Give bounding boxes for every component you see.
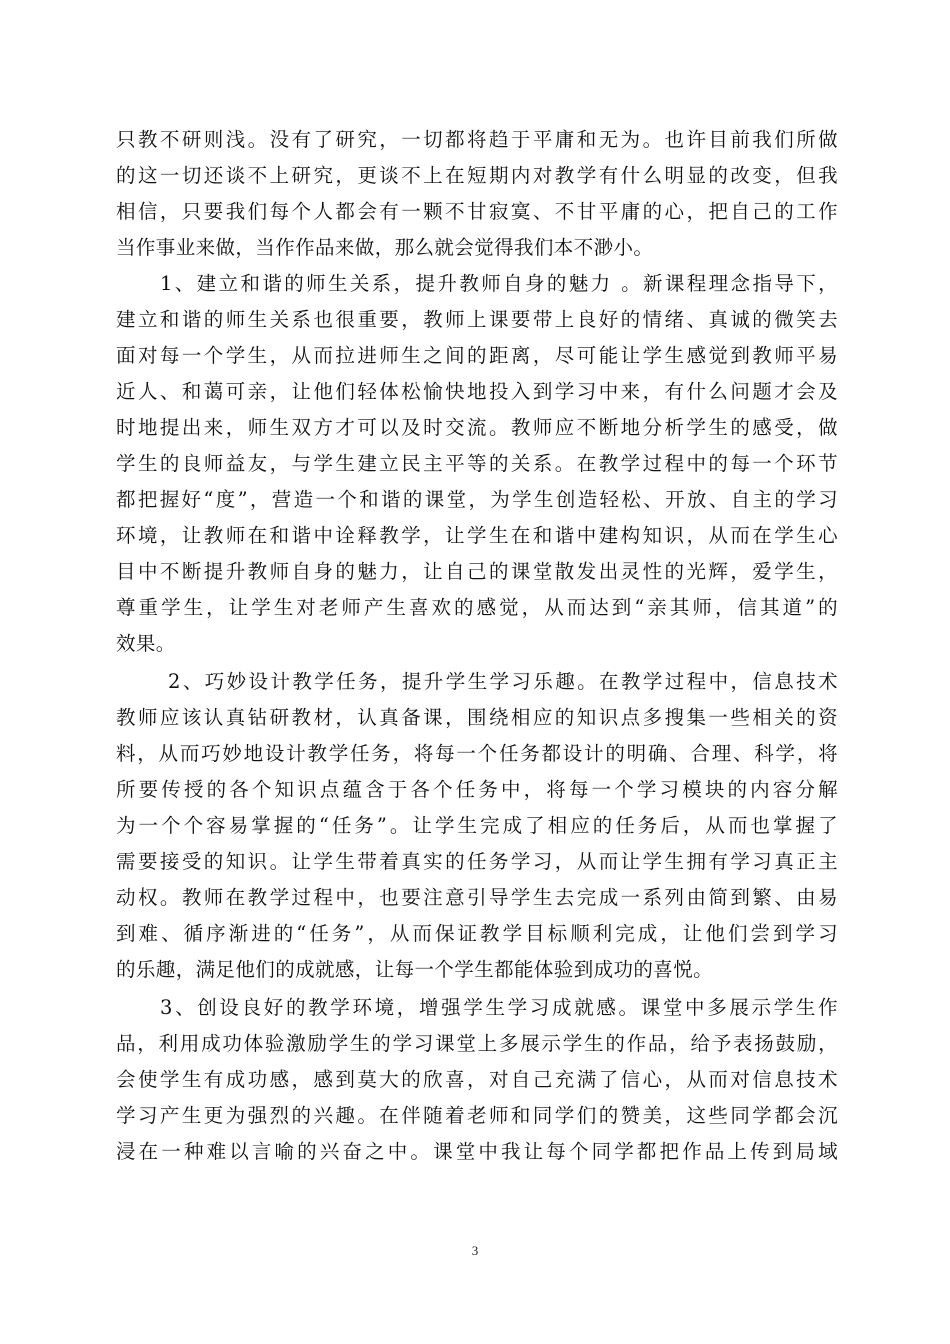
paragraph-line: 料，从而巧妙地设计教学任务，将每一个任务都设计的明确、合理、科学，将 [116,742,838,765]
paragraph-line: 会使学生有成功感，感到莫大的欣喜，对自己充满了信心，从而对信息技术 [116,1068,838,1091]
paragraph-line: 相信，只要我们每个人都会有一颗不甘寂寞、不甘平庸的心，把自己的工作 [116,200,838,223]
paragraph-line: 尊重学生，让学生对老师产生喜欢的感觉，从而达到“亲其师，信其道”的 [116,596,838,619]
paragraph-line: 时地提出来，师生双方才可以及时交流。教师应不断地分析学生的感受，做 [116,416,838,439]
paragraph-line: 建立和谐的师生关系也很重要，教师上课要带上良好的情绪、真诚的微笑去 [116,308,838,331]
page-number: 3 [471,1243,479,1258]
paragraph-line: 的这一切还谈不上研究，更谈不上在短期内对教学有什么明显的改变，但我 [116,164,838,187]
paragraph-line: 所要传授的各个知识点蕴含于各个任务中，将每一个学习模块的内容分解 [116,778,838,801]
paragraph-line: 需要接受的知识。让学生带着真实的任务学习，从而让学生拥有学习真正主 [116,850,838,873]
paragraph-line: 近人、和蔼可亲，让他们轻体松愉快地投入到学习中来，有什么问题才会及 [116,380,838,403]
paragraph-line: 效果。 [116,632,176,655]
paragraph-line: 都把握好“度”，营造一个和谐的课堂，为学生创造轻松、开放、自主的学习 [116,488,838,511]
paragraph-line: 面对每一个学生，从而拉进师生之间的距离，尽可能让学生感觉到教师平易 [116,344,838,367]
paragraph-line: 3、创设良好的教学环境，增强学生学习成就感。课堂中多展示学生作 [160,996,838,1019]
paragraph-line: 教师应该认真钻研教材，认真备课，围绕相应的知识点多搜集一些相关的资 [116,706,838,729]
paragraph-line: 品，利用成功体验激励学生的学习课堂上多展示学生的作品，给予表扬鼓励， [116,1032,838,1055]
paragraph-line: 环境，让教师在和谐中诠释教学，让学生在和谐中建构知识，从而在学生心 [116,524,838,547]
paragraph-line: 只教不研则浅。没有了研究，一切都将趋于平庸和无为。也许目前我们所做 [116,128,838,151]
paragraph-line: 到难、循序渐进的“任务”，从而保证教学目标顺利完成，让他们尝到学习 [116,922,838,945]
paragraph-line: 目中不断提升教师自身的魅力，让自己的课堂散发出灵性的光辉，爱学生， [116,560,838,583]
paragraph-line: 的乐趣，满足他们的成就感，让每一个学生都能体验到成功的喜悦。 [116,958,714,981]
paragraph-line: 1、建立和谐的师生关系，提升教师自身的魅力 。新课程理念指导下， [160,272,838,295]
paragraph-line: 浸在一种难以言喻的兴奋之中。课堂中我让每个同学都把作品上传到局域 [116,1140,838,1163]
paragraph-line: 动权。教师在教学过程中，也要注意引导学生去完成一系列由简到繁、由易 [116,886,838,909]
paragraph-line: 学生的良师益友，与学生建立民主平等的关系。在教学过程中的每一个环节 [116,452,838,475]
paragraph-line: 学习产生更为强烈的兴趣。在伴随着老师和同学们的赞美，这些同学都会沉 [116,1104,838,1127]
paragraph-line: 为一个个容易掌握的“任务”。让学生完成了相应的任务后，从而也掌握了 [116,814,838,837]
paragraph-line: 当作事业来做，当作作品来做，那么就会觉得我们本不渺小。 [116,236,654,259]
paragraph-line: 2、巧妙设计教学任务，提升学生学习乐趣。在教学过程中，信息技术 [168,670,838,693]
